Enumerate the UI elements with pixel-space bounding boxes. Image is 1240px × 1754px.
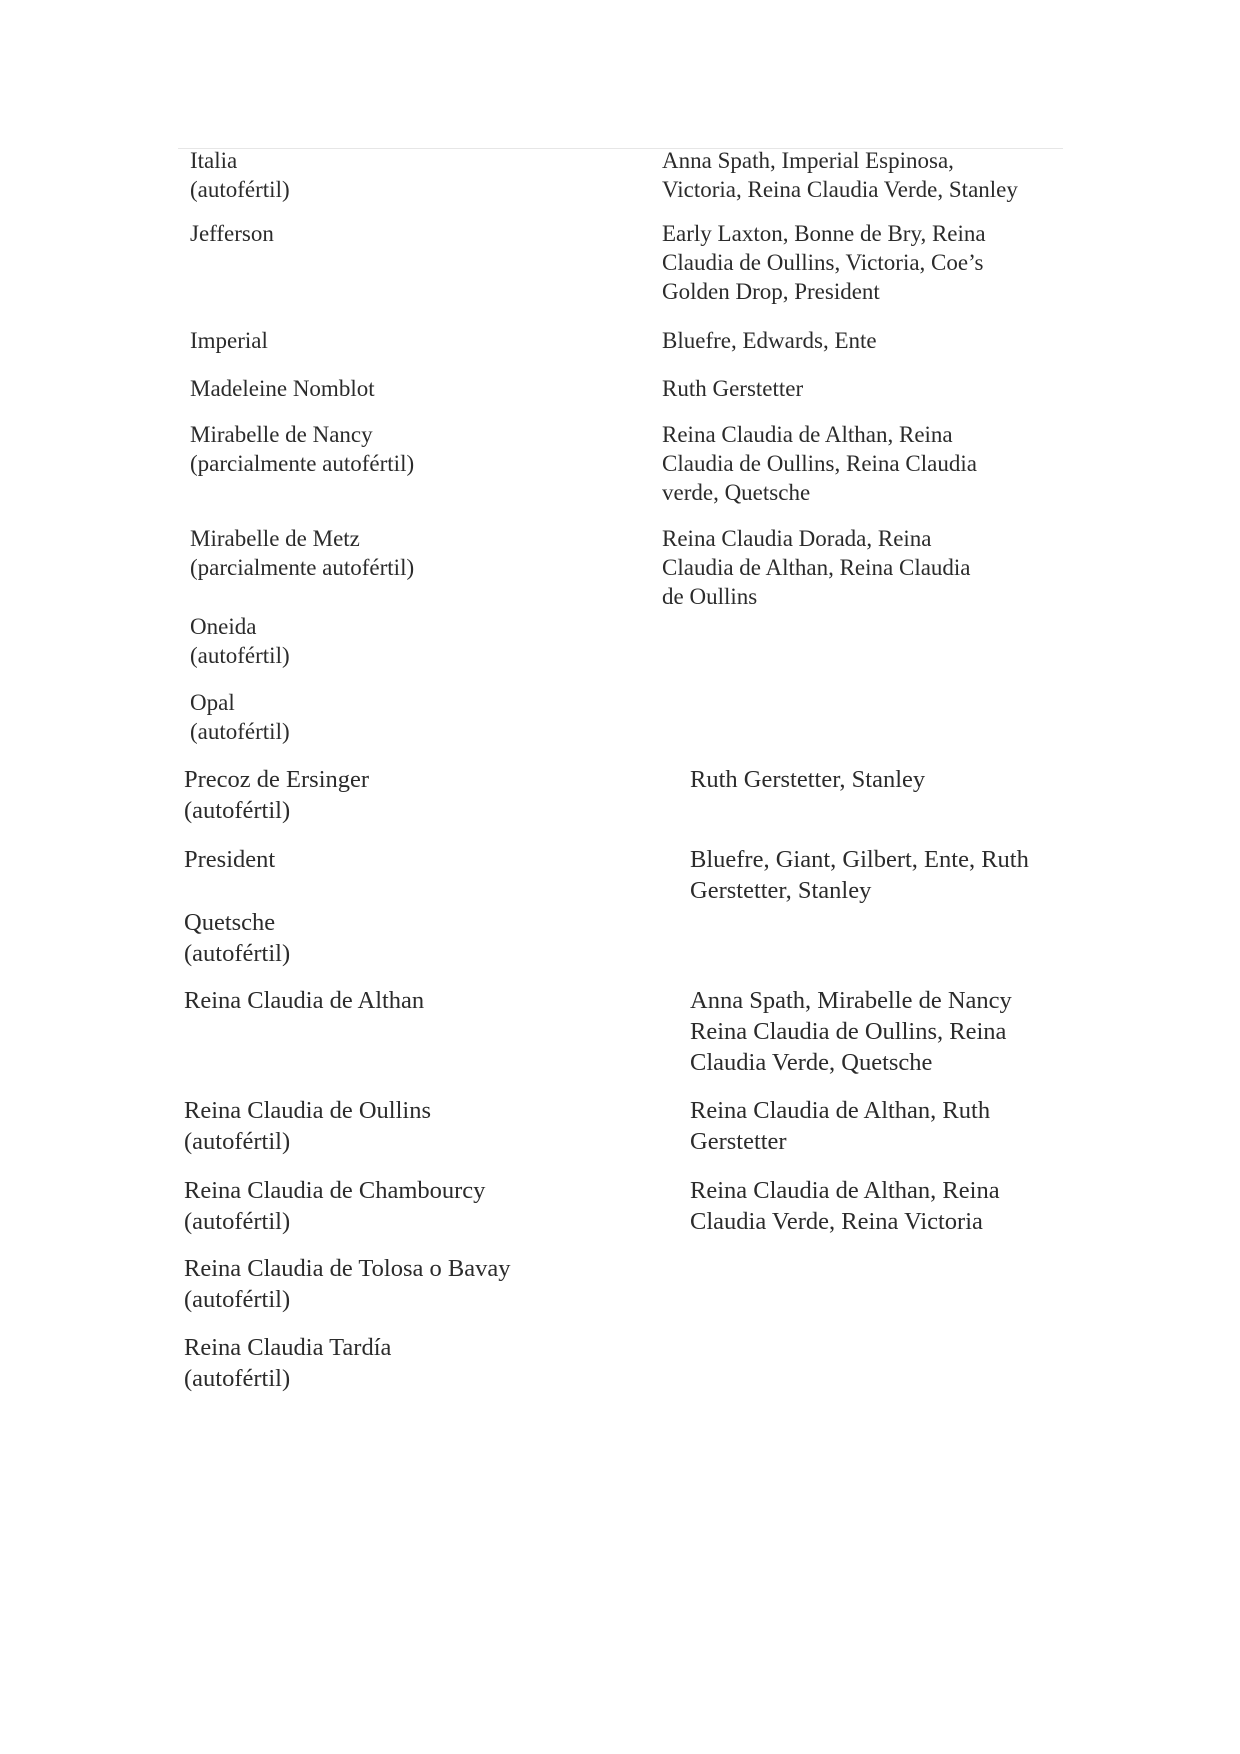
pollinators-cell: Early Laxton, Bonne de Bry, Reina Claudia de Oullins, Victoria, Coe’s Golden Drop, President — [662, 221, 986, 304]
variety-cell: Mirabelle de Nancy (parcialmente autofértil) — [190, 422, 415, 476]
variety-cell: Reina Claudia Tardía (autofértil) — [184, 1334, 392, 1392]
variety-cell: Mirabelle de Metz (parcialmente autofértil) — [190, 526, 415, 580]
variety-cell: President — [184, 846, 276, 873]
variety-cell: Italia (autofértil) — [190, 148, 290, 202]
pollinators-cell: Ruth Gerstetter — [662, 376, 804, 401]
pollinators-cell: Ruth Gerstetter, Stanley — [690, 766, 926, 793]
pollinators-cell: Reina Claudia de Althan, Reina Claudia Verde, Reina Victoria — [690, 1177, 1000, 1235]
pollinators-cell: Reina Claudia de Althan, Reina Claudia de Oullins, Reina Claudia verde, Quetsche — [662, 422, 977, 505]
variety-cell: Reina Claudia de Oullins (autofértil) — [184, 1097, 431, 1155]
variety-cell: Imperial — [190, 328, 268, 353]
pollinators-cell: Anna Spath, Mirabelle de Nancy Reina Claudia de Oullins, Reina Claudia Verde, Quetsche — [690, 987, 1012, 1076]
variety-cell: Opal (autofértil) — [190, 690, 290, 744]
variety-cell: Jefferson — [190, 221, 274, 246]
variety-cell: Reina Claudia de Tolosa o Bavay (autofértil) — [184, 1255, 511, 1313]
variety-cell: Reina Claudia de Chambourcy (autofértil) — [184, 1177, 486, 1235]
variety-cell: Quetsche (autofértil) — [184, 909, 291, 967]
pollinators-cell: Bluefre, Giant, Gilbert, Ente, Ruth Gerstetter, Stanley — [690, 846, 1029, 904]
pollinators-cell: Bluefre, Edwards, Ente — [662, 328, 877, 353]
pollinators-cell: Anna Spath, Imperial Espinosa, Victoria, Reina Claudia Verde, Stanley — [662, 148, 1018, 202]
variety-cell: Reina Claudia de Althan — [184, 987, 425, 1014]
variety-cell: Madeleine Nomblot — [190, 376, 375, 401]
pollinators-cell: Reina Claudia de Althan, Ruth Gerstetter — [690, 1097, 991, 1155]
pollinators-cell: Reina Claudia Dorada, Reina Claudia de Althan, Reina Claudia de Oullins — [662, 526, 971, 609]
variety-cell: Precoz de Ersinger (autofértil) — [184, 766, 370, 824]
variety-cell: Oneida (autofértil) — [190, 614, 290, 668]
